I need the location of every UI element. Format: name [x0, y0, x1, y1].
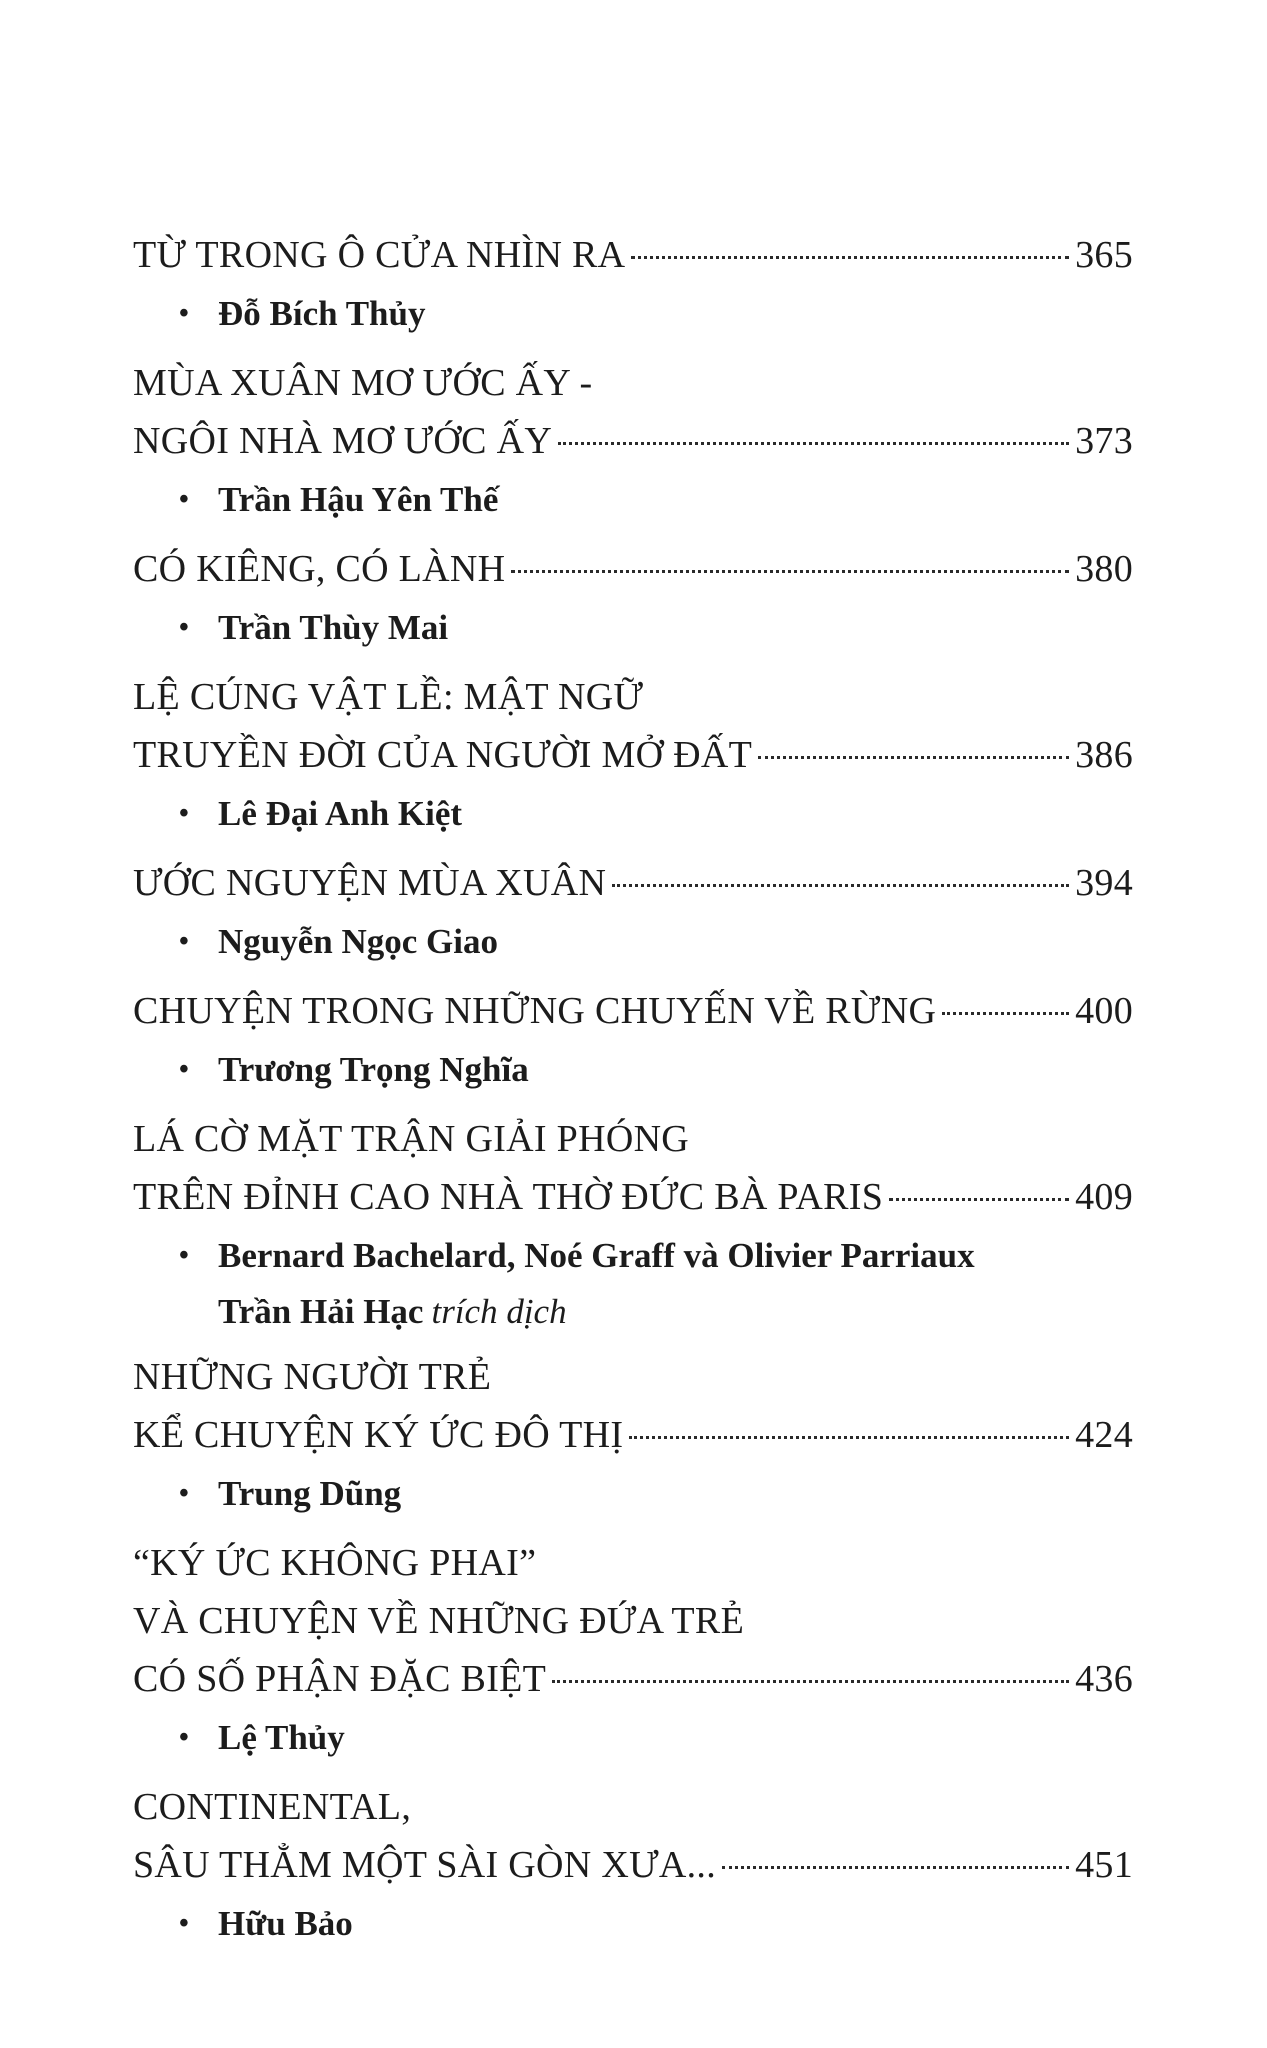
entry-spacer — [133, 1524, 1133, 1534]
toc-entry — [133, 1534, 1133, 1778]
entry-title-row — [133, 726, 1133, 784]
author-name: Bernard Bachelard, Noé Graff và Olivier Parriaux — [218, 1236, 975, 1275]
author-line — [133, 470, 1133, 530]
toc-entry — [133, 1110, 1133, 1348]
entry-title-row — [133, 854, 1133, 912]
bullet-icon: • — [179, 798, 189, 829]
entry-title-row — [133, 1406, 1133, 1464]
entry-title-line: ƯỚC NGUYỆN MÙA XUÂN — [133, 862, 607, 904]
author-line — [133, 1040, 1133, 1100]
page-number: 386 — [1075, 734, 1133, 776]
entry-title-row — [133, 1650, 1133, 1708]
entry-spacer — [133, 658, 1133, 668]
page-number: 373 — [1075, 420, 1133, 462]
entry-title-line: CÓ SỐ PHẬN ĐẶC BIỆT — [133, 1658, 547, 1700]
translator-name: Trần Hải Hạc — [218, 1292, 424, 1331]
author-line — [133, 1708, 1133, 1768]
entry-title-line: TỪ TRONG Ô CỬA NHÌN RA — [133, 234, 626, 276]
entry-title-line: CONTINENTAL, — [133, 1786, 412, 1828]
entry-title-line: TRUYỀN ĐỜI CỦA NGƯỜI MỞ ĐẤT — [133, 734, 753, 776]
bullet-icon: • — [179, 1478, 189, 1509]
dot-leader — [511, 570, 1069, 573]
bullet-icon: • — [179, 298, 189, 329]
entry-title-line: NGÔI NHÀ MƠ ƯỚC ẤY — [133, 420, 553, 462]
entry-title-line: TRÊN ĐỈNH CAO NHÀ THỜ ĐỨC BÀ PARIS — [133, 1176, 884, 1218]
dot-leader — [631, 256, 1069, 259]
dot-leader — [558, 442, 1069, 445]
author-line — [133, 784, 1133, 844]
entry-title-line: NHỮNG NGƯỜI TRẺ — [133, 1356, 492, 1398]
entry-title-row — [133, 226, 1133, 284]
entry-spacer — [133, 344, 1133, 354]
page-number: 436 — [1075, 1658, 1133, 1700]
toc-entry — [133, 668, 1133, 854]
author-name: Lệ Thủy — [218, 1718, 345, 1757]
page-number: 451 — [1075, 1844, 1133, 1886]
page-number: 394 — [1075, 862, 1133, 904]
author-line — [133, 284, 1133, 344]
toc-entry — [133, 982, 1133, 1110]
entry-spacer — [133, 1768, 1133, 1778]
table-of-contents — [133, 226, 1133, 1964]
bullet-icon: • — [179, 612, 189, 643]
dot-leader — [612, 884, 1069, 887]
author-name: Đỗ Bích Thủy — [218, 294, 426, 333]
entry-spacer — [133, 844, 1133, 854]
bullet-icon: • — [179, 1054, 189, 1085]
entry-title-line: SÂU THẲM MỘT SÀI GÒN XƯA... — [133, 1844, 716, 1886]
dot-leader — [629, 1436, 1069, 1439]
entry-title-line: “KÝ ỨC KHÔNG PHAI” — [133, 1542, 537, 1584]
page-number: 409 — [1075, 1176, 1133, 1218]
author-line — [133, 1226, 1133, 1286]
entry-spacer — [133, 1338, 1133, 1348]
author-name: Trần Hậu Yên Thế — [218, 480, 499, 519]
translator-line — [133, 1286, 1133, 1338]
author-name: Trần Thùy Mai — [218, 608, 449, 647]
entry-title-row — [133, 412, 1133, 470]
entry-title-line: LỆ CÚNG VẬT LỀ: MẬT NGỮ — [133, 676, 644, 718]
dot-leader — [889, 1198, 1069, 1201]
toc-entry — [133, 1778, 1133, 1964]
entry-spacer — [133, 530, 1133, 540]
author-name: Hữu Bảo — [218, 1904, 353, 1943]
page-number: 400 — [1075, 990, 1133, 1032]
author-name: Nguyễn Ngọc Giao — [218, 922, 498, 961]
author-name: Trương Trọng Nghĩa — [218, 1050, 529, 1089]
author-line — [133, 1894, 1133, 1954]
entry-spacer — [133, 1100, 1133, 1110]
page-number: 380 — [1075, 548, 1133, 590]
bullet-icon: • — [179, 1908, 189, 1939]
page-number: 424 — [1075, 1414, 1133, 1456]
bullet-icon: • — [179, 1240, 189, 1271]
toc-entry — [133, 540, 1133, 668]
bullet-icon: • — [179, 926, 189, 957]
entry-title-row — [133, 1836, 1133, 1894]
author-name: Trung Dũng — [218, 1474, 402, 1513]
toc-entry — [133, 854, 1133, 982]
entry-title-line: KỂ CHUYỆN KÝ ỨC ĐÔ THỊ — [133, 1414, 624, 1456]
entry-title-row — [133, 1168, 1133, 1226]
toc-entry — [133, 354, 1133, 540]
entry-title-line: MÙA XUÂN MƠ ƯỚC ẤY - — [133, 362, 593, 404]
dot-leader — [942, 1012, 1069, 1015]
entry-spacer — [133, 972, 1133, 982]
dot-leader — [552, 1680, 1069, 1683]
bullet-icon: • — [179, 484, 189, 515]
author-line — [133, 912, 1133, 972]
toc-entry — [133, 1348, 1133, 1534]
toc-entry — [133, 226, 1133, 354]
entry-title-line: LÁ CỜ MẶT TRẬN GIẢI PHÓNG — [133, 1118, 690, 1160]
page-number: 365 — [1075, 234, 1133, 276]
dot-leader — [722, 1866, 1069, 1869]
entry-title-line: VÀ CHUYỆN VỀ NHỮNG ĐỨA TRẺ — [133, 1600, 745, 1642]
entry-title-row — [133, 982, 1133, 1040]
entry-title-line: CHUYỆN TRONG NHỮNG CHUYẾN VỀ RỪNG — [133, 990, 937, 1032]
entry-title-line: CÓ KIÊNG, CÓ LÀNH — [133, 548, 506, 590]
translator-role: trích dịch — [431, 1292, 567, 1331]
dot-leader — [758, 756, 1069, 759]
entry-title-row — [133, 540, 1133, 598]
bullet-icon: • — [179, 1722, 189, 1753]
entry-spacer — [133, 1954, 1133, 1964]
author-line — [133, 598, 1133, 658]
author-name: Lê Đại Anh Kiệt — [218, 794, 463, 833]
author-line — [133, 1464, 1133, 1524]
